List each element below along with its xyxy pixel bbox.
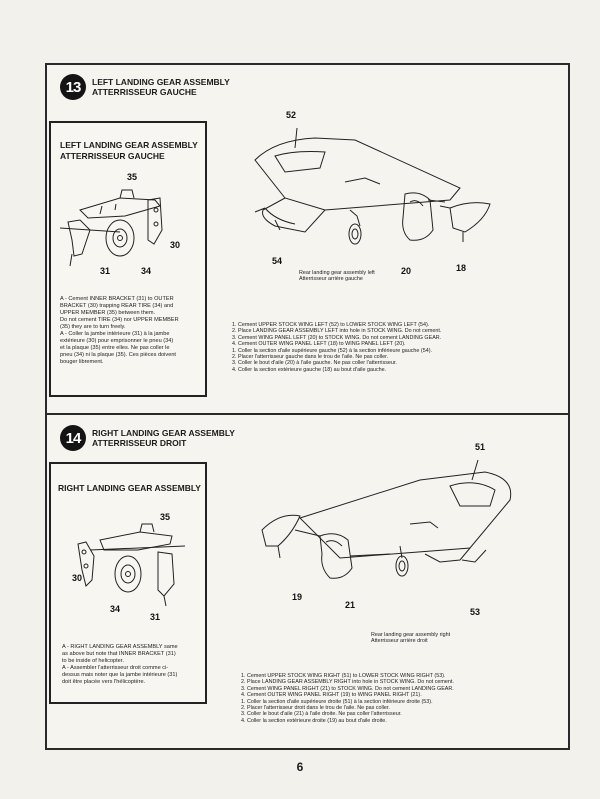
part-label-35: 35	[127, 172, 138, 182]
left-landing-gear-drawing	[60, 170, 200, 280]
caption-line: Rear landing gear assembly left	[299, 270, 375, 276]
subbox-text-line: A - Coller la jambe intérieure (31) à la jambe	[60, 331, 170, 337]
instruction-line: 4. Cement OUTER WING PANEL LEFT (18) to WING PANEL LEFT (20).	[232, 341, 406, 348]
part-label-54: 54	[272, 256, 283, 266]
subbox-text-line: et la plaque (35) entre elles. Ne pas coller le	[60, 345, 170, 351]
subbox-text-line: as above but note that INNER BRACKET (31)	[62, 651, 176, 657]
step-14-title-en: RIGHT LANDING GEAR ASSEMBLY	[92, 428, 235, 438]
instruction-line: 2. Placer l'atterrisseur gauche dans le trou de l'aile. Ne pas coller.	[232, 354, 389, 361]
step-14-badge: 14	[60, 425, 86, 451]
instruction-line: 1. Coller la section d'aile supérieure droite (51) à la section inférieure droite (53).	[241, 698, 433, 705]
step-14-subbox-title-en: RIGHT LANDING GEAR ASSEMBLY	[58, 483, 201, 493]
subbox-text-line: UPPER MEMBER (35) between them.	[60, 310, 156, 316]
step-13-subbox-title-en: LEFT LANDING GEAR ASSEMBLY	[60, 140, 198, 150]
step-13-subbox-title-fr: ATTERRISSEUR GAUCHE	[60, 151, 165, 161]
step-14-title-fr: ATTERRISSEUR DROIT	[92, 438, 187, 448]
instruction-line: 4. Cement OUTER WING PANEL RIGHT (19) to WING PANEL RIGHT (21).	[241, 692, 422, 699]
step-13-instructions	[232, 322, 562, 373]
right-landing-gear-drawing	[60, 510, 200, 620]
subbox-text-line: extérieure (30) pour emprisonner le pneu (34)	[60, 338, 174, 344]
part-label-52: 52	[286, 110, 297, 120]
subbox-text-line: BRACKET (30) trapping REAR TIRE (34) and	[60, 303, 174, 309]
part-label-18: 18	[456, 263, 467, 273]
part-label-30: 30	[170, 240, 181, 250]
instruction-line: 4. Coller la section extérieure droite (19) au bout d'aile droite.	[241, 717, 387, 724]
part-label-30: 30	[72, 573, 83, 583]
instruction-line: 1. Cement UPPER STOCK WING RIGHT (51) to LOWER STOCK WING RIGHT (53).	[241, 673, 446, 679]
instruction-line: 2. Placer l'atterrisseur droit dans le trou de l'aile. Ne pas coller.	[241, 705, 390, 712]
caption-line: Atterrisseur arrière gauche	[299, 276, 363, 283]
subbox-text-line: dessus mais noter que la jambe intérieure (31)	[62, 672, 178, 678]
step-14-subbox-instructions	[62, 644, 202, 686]
instruction-line: 2. Place LANDING GEAR ASSEMBLY LEFT into hole in STOCK WING. Do not cement.	[232, 328, 442, 335]
step-14-instructions	[241, 673, 561, 724]
subbox-text-line: (35) they are to turn freely.	[60, 324, 126, 330]
caption-line: Rear landing gear assembly right	[371, 632, 451, 638]
subbox-text-line: to be inside of helicopter.	[62, 658, 124, 664]
caption-line: Atterrisseur arrière droit	[371, 638, 428, 645]
step-13-badge: 13	[60, 74, 86, 100]
subbox-text-line: pneu (34) ni la plaque (35). Ces pièces doivent	[60, 352, 176, 358]
subbox-text-line: Do not cement TIRE (34) nor UPPER MEMBER	[60, 317, 179, 323]
subbox-text-line: doit être placée vers l'hélicoptère.	[62, 679, 146, 685]
step-13-subbox-instructions	[60, 296, 200, 366]
subbox-text-line: A - RIGHT LANDING GEAR ASSEMBLY same	[62, 644, 178, 650]
part-label-31: 31	[100, 266, 111, 276]
instruction-line: 3. Coller le bout d'aile (21) à l'aile droite. Ne pas coller l'atterrisseur.	[241, 711, 402, 718]
part-label-53: 53	[470, 607, 481, 617]
part-label-19: 19	[292, 592, 303, 602]
instruction-line: 3. Coller le bout d'aile (20) à l'aile gauche. Ne pas coller l'atterrisseur.	[232, 360, 397, 367]
instruction-line: 1. Cement UPPER STOCK WING LEFT (52) to LOWER STOCK WING LEFT (54).	[232, 322, 430, 328]
part-label-34: 34	[110, 604, 121, 614]
left-wing-exploded-drawing	[245, 120, 505, 283]
step-13-title-fr: ATTERRISSEUR GAUCHE	[92, 87, 197, 97]
part-label-35: 35	[160, 512, 171, 522]
page-number: 6	[296, 760, 304, 774]
subbox-text-line: bouger librement.	[60, 359, 104, 365]
instruction-line: 1. Coller la section d'aile supérieure gauche (52) à la section inférieure gauche (54).	[232, 347, 432, 354]
instruction-line: 3. Cement WING PANEL LEFT (20) to STOCK WING. Do not cement LANDING GEAR.	[232, 334, 442, 341]
subbox-text-line: A - Cement INNER BRACKET (31) to OUTER	[60, 296, 174, 302]
step-14-caption	[371, 632, 450, 645]
part-label-34: 34	[141, 266, 152, 276]
step-13-title-en: LEFT LANDING GEAR ASSEMBLY	[92, 77, 230, 87]
right-wing-exploded-drawing	[250, 450, 530, 610]
step-13-caption	[299, 270, 375, 283]
instruction-line: 2. Place LANDING GEAR ASSEMBLY RIGHT into hole in STOCK WING. Do not cement.	[241, 679, 454, 686]
subbox-text-line: A - Assembler l'atterrisseur droit comme ci-	[62, 665, 169, 671]
part-label-21: 21	[345, 600, 356, 610]
part-label-51: 51	[475, 442, 486, 452]
instruction-line: 3. Cement WING PANEL RIGHT (21) to STOCK WING. Do not cement LANDING GEAR.	[241, 685, 454, 692]
part-label-20: 20	[401, 266, 412, 276]
instruction-line: 4. Coller la section extérieure gauche (18) au bout d'aile gauche.	[232, 366, 387, 373]
part-label-31: 31	[150, 612, 161, 622]
